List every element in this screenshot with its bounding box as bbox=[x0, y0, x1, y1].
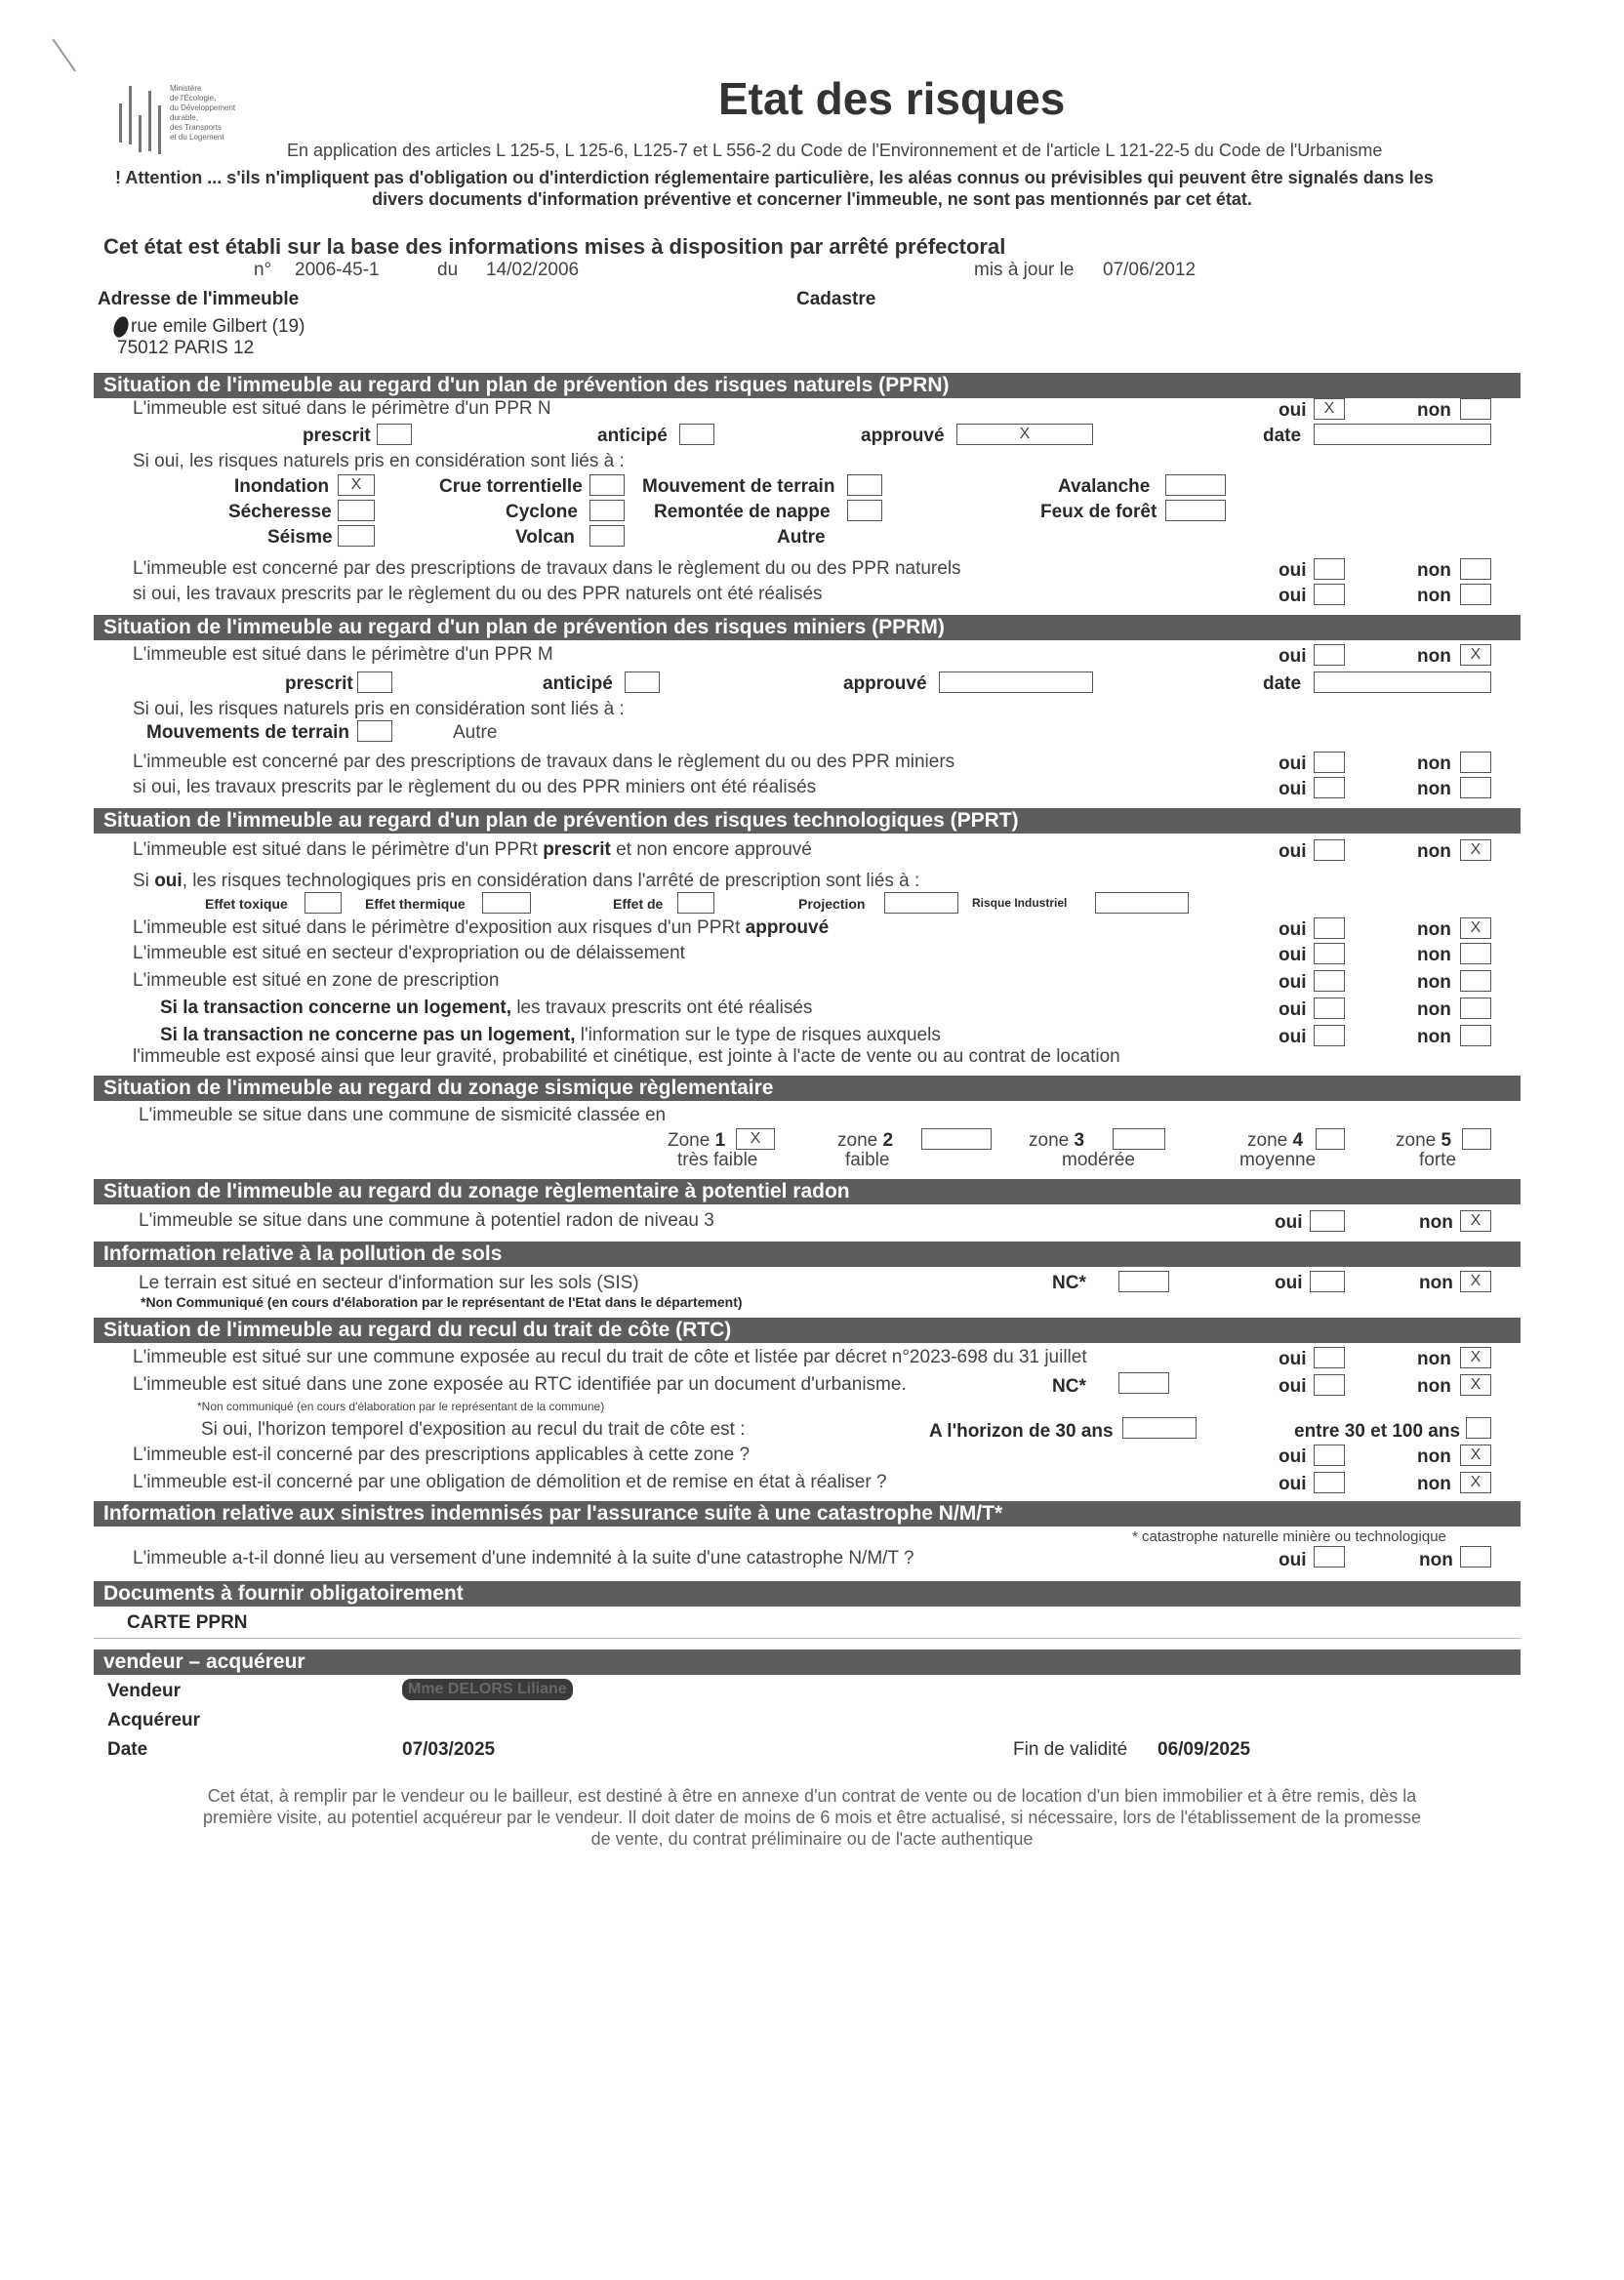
zone-4-checkbox[interactable] bbox=[1316, 1128, 1345, 1150]
pprt-exposition-oui-label: oui bbox=[1279, 919, 1307, 940]
risk-seisme-label: Séisme bbox=[267, 527, 333, 548]
pprn-prescriptions-oui-checkbox[interactable] bbox=[1314, 558, 1345, 580]
attention-line-2: divers documents d'information préventive et concerner l'immeuble, ne sont pas mentionnés par cet état. bbox=[372, 189, 1252, 209]
zone-5-desc: forte bbox=[1419, 1150, 1457, 1170]
rtc-prescriptions-text: L'immeuble est-il concerné par des prescriptions applicables à cette zone ? bbox=[133, 1445, 751, 1465]
pprm-prescriptions-non-checkbox[interactable] bbox=[1460, 752, 1491, 773]
subtitle: En application des articles L 125-5, L 125-6, L125-7 et L 556-2 du Code de l'Environnement et de l'article L 121-22-5 du Code de l'Urbanisme bbox=[287, 141, 1383, 160]
radon-non-label: non bbox=[1419, 1212, 1453, 1233]
basis-heading: Cet état est établi sur la base des informations mises à disposition par arrêté préfectoral bbox=[103, 234, 1006, 259]
rtc-header: Situation de l'immeuble au regard du recul du trait de côte (RTC) bbox=[94, 1318, 1521, 1343]
rtc-note: *Non communiqué (en cours d'élaboration par le représentant de la commune) bbox=[197, 1400, 605, 1413]
pprt-si-oui-text: Si oui, les risques technologiques pris en considération dans l'arrêté de prescription sont liés à : bbox=[133, 871, 920, 891]
sols-non-checkbox[interactable]: X bbox=[1460, 1271, 1491, 1292]
pprn-date-field[interactable] bbox=[1314, 424, 1491, 445]
pprt-expropriation-non-label: non bbox=[1417, 945, 1451, 965]
rtc-nc-checkbox[interactable] bbox=[1118, 1372, 1169, 1394]
sinistres-non-label: non bbox=[1419, 1550, 1453, 1570]
pprt-exposition-non-label: non bbox=[1417, 919, 1451, 940]
risk-avalanche-checkbox[interactable] bbox=[1165, 474, 1226, 496]
pprt-non-logement-oui-checkbox[interactable] bbox=[1314, 1025, 1345, 1046]
pprm-anticipe-checkbox[interactable] bbox=[625, 672, 660, 693]
pprt-header: Situation de l'immeuble au regard d'un plan de prévention des risques technologiques (PPRT) bbox=[94, 808, 1521, 834]
pprt-logement-oui-label: oui bbox=[1279, 999, 1307, 1020]
rtc-1-non-checkbox[interactable]: X bbox=[1460, 1347, 1491, 1368]
sols-non-label: non bbox=[1419, 1273, 1453, 1293]
risk-volcan-label: Volcan bbox=[515, 527, 575, 548]
documents-header: Documents à fournir obligatoirement bbox=[94, 1581, 1521, 1607]
risk-secheresse-checkbox[interactable] bbox=[338, 500, 375, 521]
pprt-non-logement-continuation: l'immeuble est exposé ainsi que leur gravité, probabilité et cinétique, est jointe à l'acte de vente ou au contrat de location bbox=[133, 1046, 1120, 1067]
sinistres-text: L'immeuble a-t-il donné lieu au versement d'une indemnité à la suite d'une catastrophe N/M/T ? bbox=[133, 1548, 914, 1568]
arrete-date-label: du bbox=[437, 260, 459, 280]
logo-bar bbox=[139, 115, 142, 152]
rtc-h100-label: entre 30 et 100 ans bbox=[1294, 1421, 1461, 1442]
sols-note: *Non Communiqué (en cours d'élaboration par le représentant de l'Etat dans le département) bbox=[141, 1294, 743, 1310]
update-value: 07/06/2012 bbox=[1103, 260, 1197, 280]
pprt-non-logement-oui-label: oui bbox=[1279, 1027, 1307, 1047]
pprn-approuve-checkbox[interactable]: X bbox=[956, 424, 1093, 445]
risk-seisme-checkbox[interactable] bbox=[338, 525, 375, 547]
sols-nc-checkbox[interactable] bbox=[1118, 1271, 1169, 1292]
pprm-approuve-checkbox[interactable] bbox=[939, 672, 1093, 693]
pprm-realises-oui-checkbox[interactable] bbox=[1314, 777, 1345, 798]
risk-cyclone-label: Cyclone bbox=[506, 502, 578, 522]
risk-inondation-checkbox[interactable]: X bbox=[338, 474, 375, 496]
pprn-prescriptions-text: L'immeuble est concerné par des prescriptions de travaux dans le règlement du ou des PPR naturels bbox=[133, 558, 961, 579]
address-line-2: 75012 PARIS 12 bbox=[117, 338, 255, 358]
rtc-4-non-label: non bbox=[1417, 1474, 1451, 1494]
pprn-prescrit-label: prescrit bbox=[303, 426, 371, 446]
pprn-oui-checkbox[interactable]: X bbox=[1314, 398, 1345, 420]
ministry-logo bbox=[61, 27, 236, 164]
pprt-non-logement-non-checkbox[interactable] bbox=[1460, 1025, 1491, 1046]
logo-text: Ministère de l'Écologie, du Développement durable, des Transports et du Logement bbox=[170, 84, 236, 142]
radon-header: Situation de l'immeuble au regard du zonage règlementaire à potentiel radon bbox=[94, 1179, 1521, 1204]
sinistres-header: Information relative aux sinistres indemnisés par l'assurance suite à une catastrophe N/M/T* bbox=[94, 1501, 1521, 1527]
pprm-realises-text: si oui, les travaux prescrits par le règlement du ou des PPR miniers ont été réalisés bbox=[133, 777, 817, 797]
logo-bar bbox=[129, 86, 132, 144]
pprn-si-oui-text: Si oui, les risques naturels pris en considération sont liés à : bbox=[133, 451, 625, 471]
pprn-realises-oui-checkbox[interactable] bbox=[1314, 584, 1345, 605]
pprt-zone-oui-label: oui bbox=[1279, 972, 1307, 993]
radon-oui-checkbox[interactable] bbox=[1310, 1210, 1345, 1232]
effet-thermique-label: Effet thermique bbox=[365, 896, 466, 912]
pprm-si-oui-text: Si oui, les risques naturels pris en considération sont liés à : bbox=[133, 699, 625, 719]
pprt-expropriation-oui-label: oui bbox=[1279, 945, 1307, 965]
pprn-prescriptions-non-checkbox[interactable] bbox=[1460, 558, 1491, 580]
pprt-logement-non-checkbox[interactable] bbox=[1460, 998, 1491, 1019]
update-label: mis à jour le bbox=[974, 260, 1075, 280]
fin-validite-label: Fin de validité bbox=[1013, 1739, 1128, 1760]
arrete-no-value: 2006-45-1 bbox=[295, 260, 380, 280]
pprm-mouvements-label: Mouvements de terrain bbox=[146, 722, 349, 743]
pprt-zone-non-checkbox[interactable] bbox=[1460, 970, 1491, 992]
zone-5-label: zone 5 bbox=[1396, 1130, 1452, 1151]
pprm-date-field[interactable] bbox=[1314, 672, 1491, 693]
date-value: 07/03/2025 bbox=[402, 1739, 496, 1760]
pprt-logement-non-label: non bbox=[1417, 999, 1451, 1020]
pprt-logement-oui-checkbox[interactable] bbox=[1314, 998, 1345, 1019]
pprm-prescriptions-text: L'immeuble est concerné par des prescriptions de travaux dans le règlement du ou des PPR miniers bbox=[133, 752, 955, 772]
pprn-non-label: non bbox=[1417, 400, 1451, 421]
address-line-1: rue emile Gilbert (19) bbox=[131, 316, 305, 337]
zone-2-label: zone 2 bbox=[837, 1130, 894, 1151]
pprt-zone-oui-checkbox[interactable] bbox=[1314, 970, 1345, 992]
effet-de-label: Effet de bbox=[613, 896, 664, 912]
arrete-date-value: 14/02/2006 bbox=[486, 260, 580, 280]
pprm-realises-non-checkbox[interactable] bbox=[1460, 777, 1491, 798]
risque-industriel-label: Risque Industriel bbox=[972, 896, 1068, 910]
rtc-2-oui-label: oui bbox=[1279, 1376, 1307, 1397]
pprt-prescrit-oui-checkbox[interactable] bbox=[1314, 839, 1345, 861]
pprt-exposition-oui-checkbox[interactable] bbox=[1314, 917, 1345, 939]
radon-text: L'immeuble se situe dans une commune à potentiel radon de niveau 3 bbox=[139, 1210, 714, 1231]
rtc-1-oui-label: oui bbox=[1279, 1349, 1307, 1369]
vendeur-value: Mme DELORS Liliane bbox=[402, 1679, 573, 1700]
risk-remontee-checkbox[interactable] bbox=[847, 500, 882, 521]
pprn-non-checkbox[interactable] bbox=[1460, 398, 1491, 420]
pprn-prescriptions-non-label: non bbox=[1417, 560, 1451, 581]
sinistres-non-checkbox[interactable] bbox=[1460, 1546, 1491, 1568]
pprt-expropriation-non-checkbox[interactable] bbox=[1460, 943, 1491, 964]
parties-header: vendeur – acquéreur bbox=[94, 1649, 1521, 1675]
rtc-3-non-checkbox[interactable]: X bbox=[1460, 1445, 1491, 1466]
pprt-zone-prescription-text: L'immeuble est situé en zone de prescription bbox=[133, 970, 500, 991]
pprm-non-checkbox[interactable]: X bbox=[1460, 644, 1491, 666]
pprn-anticipe-checkbox[interactable] bbox=[679, 424, 714, 445]
footer-line-2: première visite, au potentiel acquéreur par le vendeur. Il doit dater de moins de 6 mois et être actualisé, si nécessaire, lors de l'établissement de la promesse bbox=[202, 1808, 1422, 1827]
pprm-anticipe-label: anticipé bbox=[543, 673, 613, 694]
pprm-prescrit-label: prescrit bbox=[285, 673, 353, 694]
rtc-4-non-checkbox[interactable]: X bbox=[1460, 1472, 1491, 1493]
rtc-4-oui-checkbox[interactable] bbox=[1314, 1472, 1345, 1493]
projection-label: Projection bbox=[798, 896, 866, 912]
pprm-mouvements-checkbox[interactable] bbox=[357, 720, 392, 742]
attention-line-1: ! Attention ... s'ils n'impliquent pas d'obligation ou d'interdiction réglementaire particulière, les aléas connus ou prévisibles qui peuvent être signalés dans les bbox=[115, 168, 1434, 187]
zone-1-desc: très faible bbox=[677, 1150, 758, 1170]
pprt-exposition-non-checkbox[interactable]: X bbox=[1460, 917, 1491, 939]
rtc-2-non-checkbox[interactable]: X bbox=[1460, 1374, 1491, 1396]
effet-thermique-checkbox[interactable] bbox=[482, 892, 531, 914]
pprm-header: Situation de l'immeuble au regard d'un plan de prévention des risques miniers (PPRM) bbox=[94, 615, 1521, 640]
risk-mouvement-label: Mouvement de terrain bbox=[642, 476, 835, 497]
risk-secheresse-label: Sécheresse bbox=[228, 502, 332, 522]
zone-3-label: zone 3 bbox=[1029, 1130, 1085, 1151]
redaction-mark bbox=[111, 314, 132, 339]
rtc-horizon-text: Si oui, l'horizon temporel d'exposition au recul du trait de côte est : bbox=[201, 1419, 746, 1440]
footer-line-1: Cet état, à remplir par le vendeur ou le bailleur, est destiné à être en annexe d'un contrat de vente ou de location d'un bien immobilier et à être remis, dès la bbox=[207, 1786, 1417, 1806]
pprm-date-label: date bbox=[1263, 673, 1302, 694]
pprt-perimetre-text: L'immeuble est situé dans le périmètre d'un PPRt prescrit et non encore approuvé bbox=[133, 839, 812, 860]
pprm-perimetre-text: L'immeuble est situé dans le périmètre d'un PPR M bbox=[133, 644, 553, 665]
risk-inondation-label: Inondation bbox=[234, 476, 330, 497]
page-title: Etat des risques bbox=[718, 73, 1066, 124]
arrete-no-label: n° bbox=[254, 260, 272, 280]
zone-1-label: Zone 1 bbox=[668, 1130, 726, 1151]
rtc-3-non-label: non bbox=[1417, 1446, 1451, 1467]
pprn-prescrit-checkbox[interactable] bbox=[377, 424, 412, 445]
pprn-prescriptions-oui-label: oui bbox=[1279, 560, 1307, 581]
date-label: Date bbox=[107, 1739, 148, 1760]
sols-oui-checkbox[interactable] bbox=[1310, 1271, 1345, 1292]
pprn-approuve-label: approuvé bbox=[861, 426, 945, 446]
sinistres-oui-label: oui bbox=[1279, 1550, 1307, 1570]
rtc-h100-checkbox[interactable] bbox=[1466, 1417, 1491, 1439]
divider bbox=[94, 1638, 1521, 1639]
pprn-header: Situation de l'immeuble au regard d'un plan de prévention des risques naturels (PPRN) bbox=[94, 373, 1521, 398]
rtc-4-oui-label: oui bbox=[1279, 1474, 1307, 1494]
pprn-realises-oui-label: oui bbox=[1279, 586, 1307, 606]
logo-bar bbox=[148, 91, 151, 151]
acquereur-label: Acquéreur bbox=[107, 1710, 201, 1730]
pprn-oui-label: oui bbox=[1279, 400, 1307, 421]
pprt-expropriation-text: L'immeuble est situé en secteur d'expropriation ou de délaissement bbox=[133, 943, 685, 963]
pprn-anticipe-label: anticipé bbox=[597, 426, 668, 446]
sismique-text: L'immeuble se situe dans une commune de sismicité classée en bbox=[139, 1105, 667, 1125]
sols-header: Information relative à la pollution de sols bbox=[94, 1242, 1521, 1267]
zone-2-desc: faible bbox=[845, 1150, 890, 1170]
zone-4-desc: moyenne bbox=[1239, 1150, 1317, 1170]
documents-item: CARTE PPRN bbox=[127, 1612, 248, 1633]
pprt-prescrit-non-checkbox[interactable]: X bbox=[1460, 839, 1491, 861]
zone-1-checkbox[interactable]: X bbox=[736, 1128, 775, 1150]
vendeur-label: Vendeur bbox=[107, 1681, 181, 1701]
pprm-realises-non-label: non bbox=[1417, 779, 1451, 799]
rtc-h30-label: A l'horizon de 30 ans bbox=[929, 1421, 1114, 1442]
logo-bar bbox=[158, 105, 161, 154]
risk-cyclone-checkbox[interactable] bbox=[589, 500, 625, 521]
rtc-3-oui-checkbox[interactable] bbox=[1314, 1445, 1345, 1466]
scan-mark bbox=[52, 21, 100, 71]
pprt-non-logement-non-label: non bbox=[1417, 1027, 1451, 1047]
footer-line-3: de vente, du contrat préliminaire ou de l'acte authentique bbox=[590, 1829, 1034, 1849]
risk-feux-checkbox[interactable] bbox=[1165, 500, 1226, 521]
zone-3-checkbox[interactable] bbox=[1113, 1128, 1165, 1150]
pprn-date-label: date bbox=[1263, 426, 1302, 446]
cadastre-label: Cadastre bbox=[796, 289, 876, 309]
pprt-expropriation-oui-checkbox[interactable] bbox=[1314, 943, 1345, 964]
risk-volcan-checkbox[interactable] bbox=[589, 525, 625, 547]
rtc-line-1: L'immeuble est situé sur une commune exposée au recul du trait de côte et listée par décret n°2023-698 du 31 juillet bbox=[133, 1347, 1087, 1367]
pprn-realises-non-checkbox[interactable] bbox=[1460, 584, 1491, 605]
pprt-logement-text: Si la transaction concerne un logement, les travaux prescrits ont été réalisés bbox=[160, 998, 813, 1018]
risk-mouvement-checkbox[interactable] bbox=[847, 474, 882, 496]
sismique-header: Situation de l'immeuble au regard du zonage sismique règlementaire bbox=[94, 1076, 1521, 1101]
rtc-line-2: L'immeuble est situé dans une zone exposée au RTC identifiée par un document d'urbanisme. bbox=[133, 1374, 907, 1395]
zone-2-checkbox[interactable] bbox=[921, 1128, 992, 1150]
rtc-3-oui-label: oui bbox=[1279, 1446, 1307, 1467]
effet-toxique-checkbox[interactable] bbox=[304, 892, 342, 914]
risque-industriel-checkbox[interactable] bbox=[1095, 892, 1189, 914]
zone-4-label: zone 4 bbox=[1247, 1130, 1304, 1151]
pprm-oui-label: oui bbox=[1279, 646, 1307, 667]
zone-5-checkbox[interactable] bbox=[1462, 1128, 1491, 1150]
fin-validite-value: 06/09/2025 bbox=[1157, 1739, 1251, 1760]
effet-de-checkbox[interactable] bbox=[677, 892, 714, 914]
rtc-demolition-text: L'immeuble est-il concerné par une obligation de démolition et de remise en état à réaliser ? bbox=[133, 1472, 887, 1492]
risk-avalanche-label: Avalanche bbox=[1058, 476, 1151, 497]
pprt-zone-non-label: non bbox=[1417, 972, 1451, 993]
pprm-approuve-label: approuvé bbox=[843, 673, 927, 694]
radon-non-checkbox[interactable]: X bbox=[1460, 1210, 1491, 1232]
rtc-1-oui-checkbox[interactable] bbox=[1314, 1347, 1345, 1368]
pprn-perimetre-text: L'immeuble est situé dans le périmètre d'un PPR N bbox=[133, 398, 551, 419]
sols-oui-label: oui bbox=[1275, 1273, 1303, 1293]
sols-text: Le terrain est situé en secteur d'information sur les sols (SIS) bbox=[139, 1273, 639, 1293]
sols-nc-label: NC* bbox=[1052, 1273, 1086, 1293]
rtc-h30-checkbox[interactable] bbox=[1122, 1417, 1197, 1439]
pprt-exposition-text: L'immeuble est situé dans le périmètre d'exposition aux risques d'un PPRt approuvé bbox=[133, 917, 830, 938]
pprm-prescriptions-non-label: non bbox=[1417, 753, 1451, 774]
risk-crue-label: Crue torrentielle bbox=[439, 476, 583, 497]
pprm-non-label: non bbox=[1417, 646, 1451, 667]
rtc-2-non-label: non bbox=[1417, 1376, 1451, 1397]
zone-3-desc: modérée bbox=[1062, 1150, 1135, 1170]
pprt-prescrit-oui-label: oui bbox=[1279, 841, 1307, 862]
pprm-realises-oui-label: oui bbox=[1279, 779, 1307, 799]
rtc-2-oui-checkbox[interactable] bbox=[1314, 1374, 1345, 1396]
sinistres-oui-checkbox[interactable] bbox=[1314, 1546, 1345, 1568]
pprm-oui-checkbox[interactable] bbox=[1314, 644, 1345, 666]
pprm-prescriptions-oui-label: oui bbox=[1279, 753, 1307, 774]
sinistres-note: * catastrophe naturelle minière ou technologique bbox=[1132, 1528, 1446, 1545]
pprm-prescrit-checkbox[interactable] bbox=[357, 672, 392, 693]
pprn-realises-text: si oui, les travaux prescrits par le règlement du ou des PPR naturels ont été réalisés bbox=[133, 584, 823, 604]
pprt-prescrit-non-label: non bbox=[1417, 841, 1451, 862]
rtc-1-non-label: non bbox=[1417, 1349, 1451, 1369]
radon-oui-label: oui bbox=[1275, 1212, 1303, 1233]
effet-toxique-label: Effet toxique bbox=[205, 896, 288, 912]
risk-crue-checkbox[interactable] bbox=[589, 474, 625, 496]
projection-checkbox[interactable] bbox=[884, 892, 958, 914]
rtc-nc-label: NC* bbox=[1052, 1376, 1086, 1397]
pprt-non-logement-text: Si la transaction ne concerne pas un logement, l'information sur le type de risques auxquels bbox=[160, 1025, 941, 1045]
risk-autre-label: Autre bbox=[777, 527, 826, 548]
pprn-realises-non-label: non bbox=[1417, 586, 1451, 606]
pprm-prescriptions-oui-checkbox[interactable] bbox=[1314, 752, 1345, 773]
pprm-autre-label: Autre bbox=[453, 722, 498, 743]
risk-feux-label: Feux de forêt bbox=[1040, 502, 1157, 522]
logo-bar bbox=[119, 103, 122, 142]
risk-remontee-label: Remontée de nappe bbox=[654, 502, 831, 522]
address-label: Adresse de l'immeuble bbox=[98, 289, 300, 309]
